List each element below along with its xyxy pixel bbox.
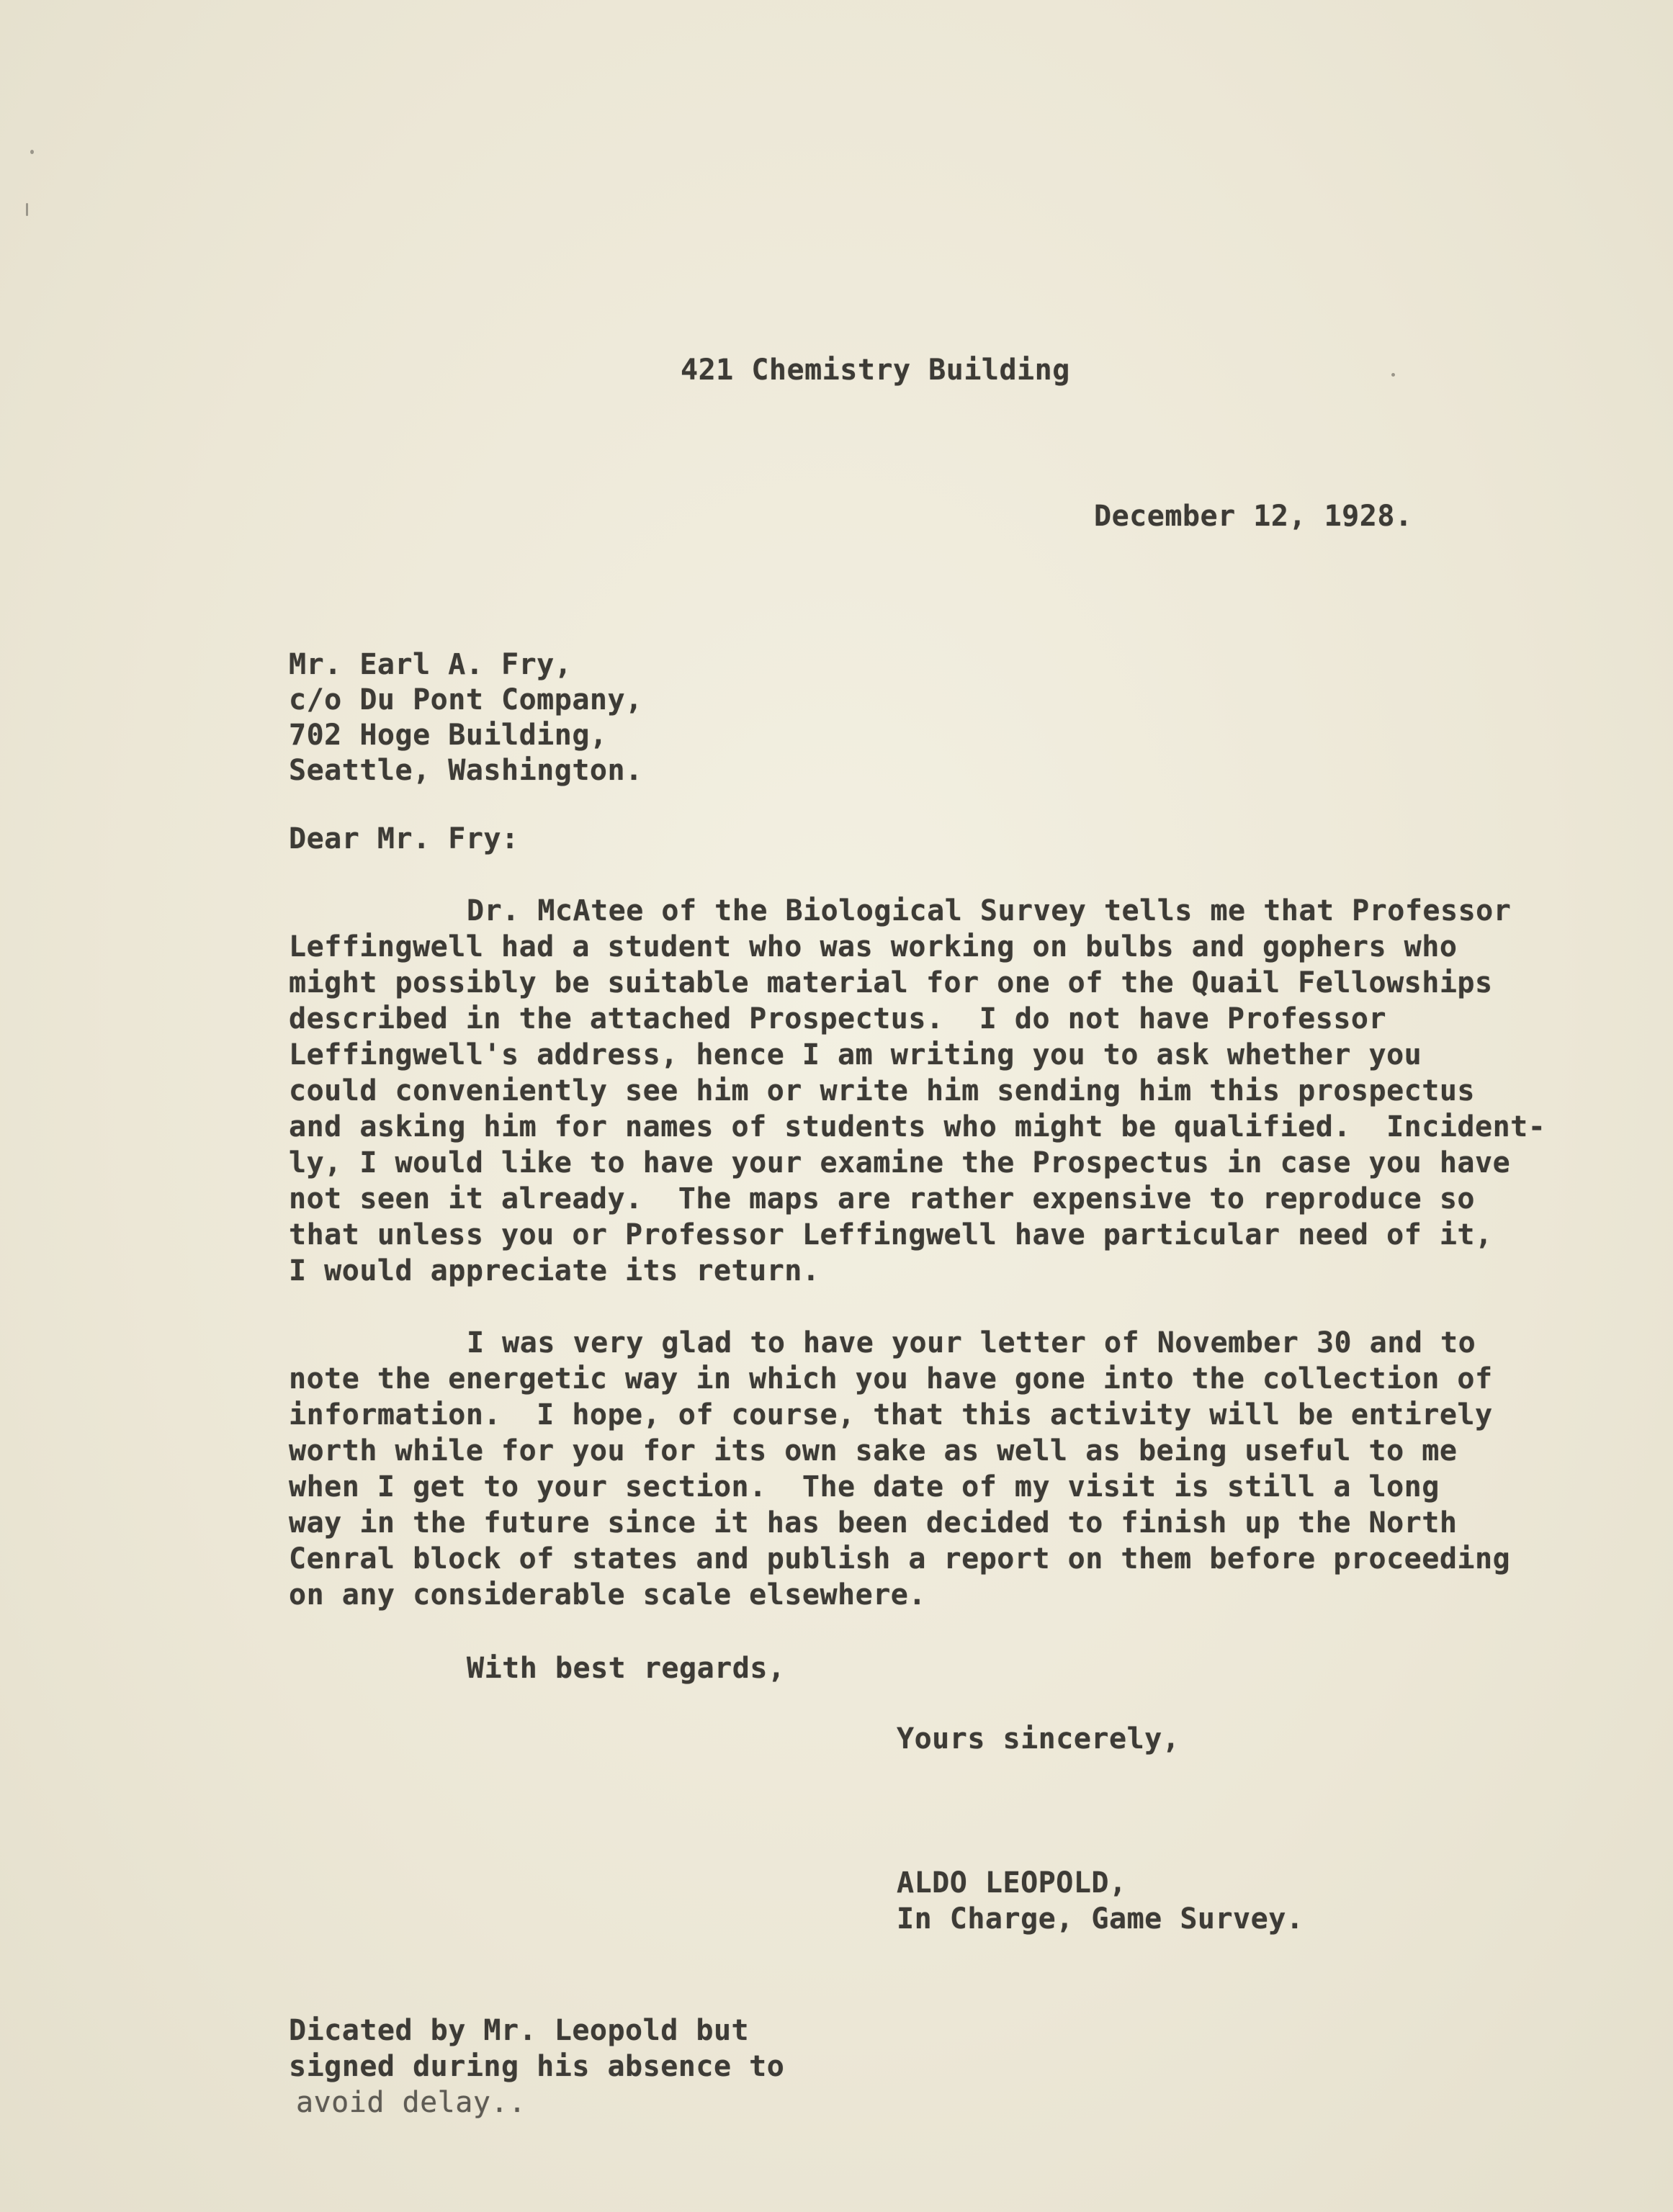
paragraph-line: Dr. McAtee of the Biological Survey tells me that Professor — [467, 894, 1512, 927]
recipient-line: 702 Hoge Building, — [289, 719, 608, 752]
paragraph-line: described in the attached Prospectus. I do not have Professor — [289, 1002, 1387, 1035]
paragraph-line: and asking him for names of students who might be qualified. Incident- — [289, 1110, 1546, 1143]
paragraph-line: could conveniently see him or write him sending him this prospectus — [289, 1074, 1475, 1107]
closing-line: Yours sincerely, — [897, 1722, 1180, 1755]
paragraph-line: Leffingwell's address, hence I am writing you to ask whether you — [289, 1038, 1422, 1071]
paper-speck — [30, 150, 34, 154]
regards-line: With best regards, — [467, 1652, 786, 1685]
paragraph-line: way in the future since it has been decided to finish up the North — [289, 1506, 1458, 1539]
recipient-line: Mr. Earl A. Fry, — [289, 648, 573, 681]
note-line: signed during his absence to — [289, 2050, 785, 2083]
recipient-line: Seattle, Washington. — [289, 754, 643, 787]
paper-speck — [26, 203, 28, 216]
paragraph-line: might possibly be suitable material for one of the Quail Fellowships — [289, 966, 1493, 999]
paragraph-line: worth while for you for its own sake as well as being useful to me — [289, 1434, 1458, 1467]
signature-name: ALDO LEOPOLD, — [897, 1866, 1127, 1899]
signature-title: In Charge, Game Survey. — [897, 1902, 1304, 1936]
paragraph-line: Leffingwell had a student who was working on bulbs and gophers who — [289, 930, 1458, 963]
salutation: Dear Mr. Fry: — [289, 822, 519, 855]
note-line: avoid delay.. — [296, 2086, 526, 2119]
paragraph-line: that unless you or Professor Leffingwell have particular need of it, — [289, 1218, 1493, 1251]
paragraph-line: I would appreciate its return. — [289, 1254, 820, 1287]
paragraph-line: on any considerable scale elsewhere. — [289, 1578, 926, 1611]
address-line: 421 Chemistry Building — [681, 354, 1070, 387]
paragraph-line: information. I hope, of course, that this activity will be entirely — [289, 1398, 1493, 1431]
note-line: Dicated by Mr. Leopold but — [289, 2014, 750, 2047]
paragraph-line: Cenral block of states and publish a report on them before proceeding — [289, 1542, 1511, 1575]
paragraph-line: not seen it already. The maps are rather expensive to reproduce so — [289, 1182, 1475, 1215]
paragraph-line: note the energetic way in which you have gone into the collection of — [289, 1362, 1493, 1395]
paper-speck — [1391, 373, 1395, 377]
recipient-line: c/o Du Pont Company, — [289, 683, 643, 716]
paragraph-line: I was very glad to have your letter of November 30 and to — [467, 1326, 1476, 1359]
letter-date: December 12, 1928. — [1094, 500, 1413, 533]
paragraph-line: when I get to your section. The date of my visit is still a long — [289, 1470, 1440, 1503]
paragraph-line: ly, I would like to have your examine the Prospectus in case you have — [289, 1146, 1511, 1179]
